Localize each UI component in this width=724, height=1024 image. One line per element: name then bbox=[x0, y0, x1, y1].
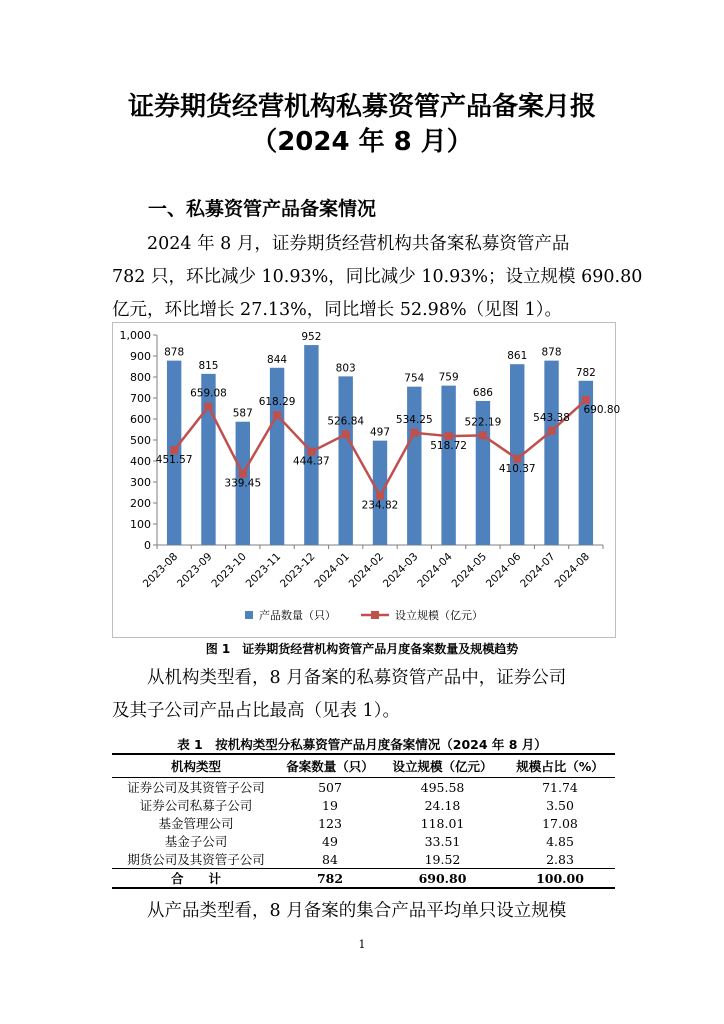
column-header: 规模占比（%） bbox=[505, 754, 615, 778]
table-cell: 49 bbox=[322, 833, 338, 849]
bar bbox=[338, 376, 352, 545]
page-number: 1 bbox=[358, 938, 366, 951]
table-cell: 100.00 bbox=[505, 869, 615, 889]
line-data-label: 690.80 bbox=[583, 403, 621, 416]
line-data-label: 543.38 bbox=[533, 411, 570, 424]
x-tick-label: 2024-04 bbox=[415, 550, 455, 591]
line-point-marker bbox=[376, 492, 384, 500]
x-tick-label: 2023-08 bbox=[140, 550, 181, 591]
paragraph-line: 2024 年 8 月，证券期货经营机构共备案私募资管产品 bbox=[147, 234, 570, 254]
table-total-row bbox=[112, 869, 615, 889]
line-data-label: 659.08 bbox=[190, 387, 227, 400]
bar bbox=[407, 387, 421, 545]
line-data-label: 339.45 bbox=[224, 477, 262, 490]
bar-data-label: 952 bbox=[301, 331, 322, 344]
line-point-marker bbox=[204, 403, 212, 411]
line-point-marker bbox=[307, 448, 315, 456]
trend-chart bbox=[113, 323, 621, 637]
institution-table bbox=[112, 753, 615, 889]
bar-data-label: 861 bbox=[507, 350, 528, 363]
paragraph-line: 从产品类型看，8 月备案的集合产品平均单只设立规模 bbox=[147, 901, 567, 921]
bar-data-label: 844 bbox=[267, 353, 288, 366]
y-tick-label: 0 bbox=[144, 539, 151, 552]
table-row bbox=[112, 850, 615, 869]
table-row bbox=[112, 832, 615, 850]
bar-data-label: 754 bbox=[404, 372, 425, 385]
bar bbox=[544, 361, 558, 545]
table-cell: 19 bbox=[322, 797, 338, 813]
line-data-label: 234.82 bbox=[361, 499, 399, 512]
line-point-marker bbox=[479, 431, 487, 439]
x-tick-label: 2024-05 bbox=[449, 550, 490, 591]
page-subtitle-period: （2024 年 8 月） bbox=[251, 127, 473, 157]
x-tick-label: 2023-10 bbox=[209, 550, 249, 591]
y-tick-label: 600 bbox=[130, 413, 151, 426]
line-point-marker bbox=[548, 427, 556, 435]
table-cell: 71.74 bbox=[542, 779, 578, 795]
column-header: 备案数量（只） bbox=[280, 754, 380, 778]
legend-label-line: 设立规模（亿元） bbox=[395, 609, 483, 622]
x-tick-label: 2024-06 bbox=[483, 550, 524, 591]
y-tick-label: 500 bbox=[130, 434, 151, 447]
line-data-label: 534.25 bbox=[395, 413, 433, 426]
institution-paragraph bbox=[112, 662, 615, 728]
table-cell: 证券公司私募子公司 bbox=[139, 798, 253, 813]
bar-data-label: 497 bbox=[369, 426, 391, 439]
bar bbox=[441, 386, 455, 545]
table-cell: 782 bbox=[280, 869, 380, 889]
table-cell: 4.85 bbox=[546, 833, 574, 849]
line-data-label: 518.72 bbox=[430, 440, 467, 453]
y-tick-label: 300 bbox=[130, 476, 151, 489]
legend-swatch-marker bbox=[371, 611, 379, 619]
line-point-marker bbox=[582, 396, 590, 404]
table-cell: 基金管理公司 bbox=[158, 816, 234, 831]
table-caption: 表 1 按机构类型分私募资管产品月度备案情况（2024 年 8 月） bbox=[177, 737, 547, 752]
page-title: 证券期货经营机构私募资管产品备案月报 bbox=[127, 92, 596, 122]
column-header: 机构类型 bbox=[112, 754, 280, 778]
table-cell: 495.58 bbox=[420, 779, 465, 795]
bar-data-label: 686 bbox=[472, 386, 493, 399]
line-point-marker bbox=[342, 430, 350, 438]
y-tick-label: 200 bbox=[130, 497, 151, 510]
line-data-label: 526.84 bbox=[327, 415, 365, 428]
table-cell: 2.83 bbox=[546, 851, 574, 867]
paragraph-line: 从机构类型看，8 月备案的私募资管产品中，证券公司 bbox=[147, 668, 567, 688]
line-data-label: 522.19 bbox=[464, 416, 502, 429]
x-tick-label: 2024-02 bbox=[346, 550, 387, 591]
product-type-paragraph bbox=[112, 895, 615, 928]
bar-data-label: 587 bbox=[232, 407, 253, 420]
chart-container bbox=[112, 322, 621, 638]
x-tick-label: 2024-03 bbox=[380, 550, 421, 591]
line-data-label: 410.37 bbox=[498, 462, 536, 475]
table-header-row bbox=[112, 754, 615, 778]
line-point-marker bbox=[513, 455, 521, 463]
table-cell: 84 bbox=[322, 851, 338, 867]
bar-data-label: 782 bbox=[575, 366, 596, 379]
table-cell: 3.50 bbox=[546, 797, 574, 813]
paragraph-line: 及其子公司产品占比最高（见表 1）。 bbox=[112, 701, 400, 721]
bar-data-label: 759 bbox=[438, 371, 459, 384]
x-tick-label: 2024-08 bbox=[552, 550, 592, 591]
line-point-marker bbox=[170, 446, 178, 454]
x-tick-label: 2023-12 bbox=[277, 550, 318, 591]
line-data-label: 444.37 bbox=[293, 455, 330, 468]
table-cell: 期货公司及其资管子公司 bbox=[127, 852, 265, 867]
paragraph-line: 782 只，环比减少 10.93%，同比减少 10.93%；设立规模 690.80 bbox=[112, 267, 643, 287]
table-row bbox=[112, 778, 615, 797]
table-cell: 118.01 bbox=[420, 815, 465, 831]
paragraph-line: 亿元，环比增长 27.13%，同比增长 52.98%（见图 1）。 bbox=[112, 300, 563, 320]
table-cell: 33.51 bbox=[424, 833, 461, 849]
x-tick-label: 2023-11 bbox=[243, 550, 284, 591]
line-point-marker bbox=[445, 432, 453, 440]
column-header: 设立规模（亿元） bbox=[380, 754, 505, 778]
line-point-marker bbox=[410, 429, 418, 437]
table-row bbox=[112, 796, 615, 814]
bar-data-label: 815 bbox=[198, 359, 219, 372]
table-cell: 19.52 bbox=[424, 851, 461, 867]
y-tick-label: 700 bbox=[130, 392, 151, 405]
legend-swatch-bar bbox=[245, 611, 253, 619]
table-cell: 证券公司及其资管子公司 bbox=[127, 780, 265, 795]
table-cell: 507 bbox=[318, 779, 342, 795]
bar-data-label: 878 bbox=[541, 346, 562, 359]
table-cell: 合 计 bbox=[112, 869, 280, 889]
line-data-label: 618.29 bbox=[258, 396, 296, 409]
bar bbox=[270, 368, 284, 545]
table-cell: 基金子公司 bbox=[164, 834, 228, 849]
y-tick-label: 900 bbox=[130, 350, 151, 363]
table-cell: 24.18 bbox=[424, 797, 461, 813]
bar-data-label: 878 bbox=[164, 346, 185, 359]
y-tick-label: 1,000 bbox=[119, 329, 151, 342]
section-heading: 一、私募资管产品备案情况 bbox=[148, 198, 377, 220]
table-cell: 690.80 bbox=[380, 869, 505, 889]
y-tick-label: 100 bbox=[130, 518, 151, 531]
line-point-marker bbox=[239, 470, 247, 478]
bar-data-label: 803 bbox=[335, 362, 356, 375]
x-tick-label: 2024-01 bbox=[312, 550, 352, 591]
line-point-marker bbox=[273, 411, 281, 419]
table-cell: 17.08 bbox=[542, 815, 578, 831]
x-tick-label: 2024-07 bbox=[518, 550, 558, 591]
y-tick-label: 400 bbox=[130, 455, 151, 468]
legend-label-bar: 产品数量（只） bbox=[259, 609, 336, 622]
y-tick-label: 800 bbox=[130, 371, 151, 384]
table-cell: 123 bbox=[318, 815, 342, 831]
figure-caption: 图 1 证券期货经营机构资管产品月度备案数量及规模趋势 bbox=[205, 642, 519, 656]
x-tick-label: 2023-09 bbox=[175, 550, 215, 591]
table-row bbox=[112, 814, 615, 832]
line-data-label: 451.57 bbox=[155, 454, 193, 467]
intro-paragraph bbox=[112, 228, 643, 327]
